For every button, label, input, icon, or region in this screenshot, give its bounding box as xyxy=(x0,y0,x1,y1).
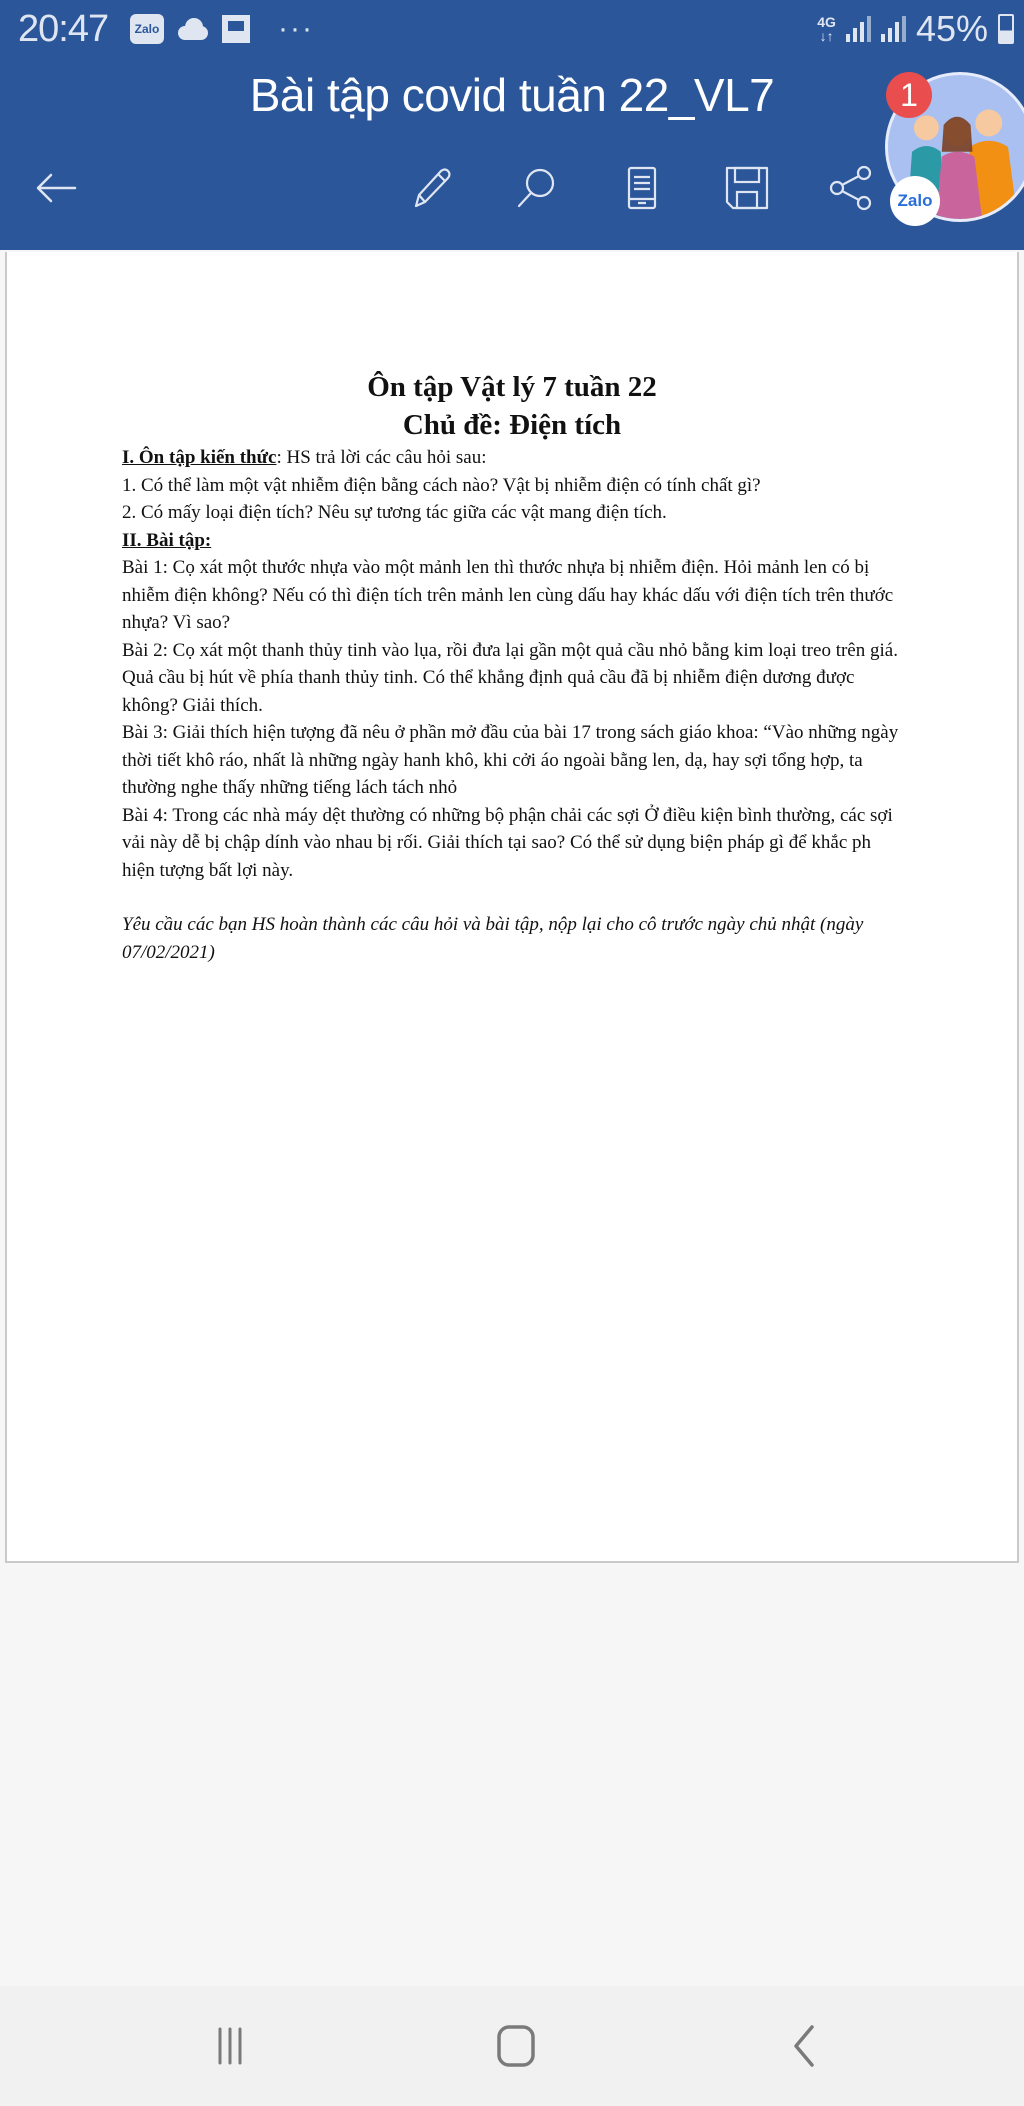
doc-heading: Ôn tập Vật lý 7 tuần 22 xyxy=(367,371,657,403)
exercise-4: Bài 4: Trong các nhà máy dệt thường có những bộ phận chải các sợi Ở điều kiện bình thường, các sợi vải này dễ bị chập dính vào nhau bị rối. Giải thích tại sao? Có thể sử dụng biện pháp gì để khắc ph hiện tượng bất lợi này. xyxy=(122,804,893,881)
share-button[interactable] xyxy=(823,160,879,216)
document-title: Bài tập covid tuần 22_VL7 xyxy=(249,69,775,121)
arrow-left-icon xyxy=(31,163,81,213)
signal-icon-2 xyxy=(881,16,906,42)
save-button[interactable] xyxy=(719,160,775,216)
doc-subheading: Chủ đề: Điện tích xyxy=(402,409,622,441)
app-header xyxy=(0,0,1024,250)
nav-back-button[interactable] xyxy=(774,2016,834,2076)
edit-button[interactable] xyxy=(404,160,460,216)
home-icon xyxy=(496,2024,536,2068)
system-status xyxy=(817,8,1014,50)
recent-apps-icon xyxy=(210,2026,250,2066)
exercise-3: Bài 3: Giải thích hiện tượng đã nêu ở phần mở đầu của bài 17 trong sách giáo khoa: “Vào những ngày thời tiết khô ráo, nhất là những ngày hanh khô, khi cởi áo ngoài bằng len, dạ, hay sợi tổng hợp, ta thường nghe thấy những tiếng lách tách nhỏ xyxy=(122,722,899,798)
system-nav-bar xyxy=(0,1986,1024,2106)
mobile-view-icon xyxy=(617,163,667,213)
question-2: 2. Có mấy loại điện tích? Nêu sự tương tác giữa các vật mang điện tích. xyxy=(122,502,667,523)
status-bar xyxy=(0,0,1024,60)
deadline-note: Yêu cầu các bạn HS hoàn thành các câu hỏi và bài tập, nộp lại cho cô trước ngày chủ nhật (ngày 07/02/2021) xyxy=(122,914,864,963)
gallery-icon xyxy=(222,15,250,43)
network-type: 4G ↓↑ xyxy=(817,14,836,44)
search-icon xyxy=(511,163,561,213)
back-button[interactable] xyxy=(28,160,84,216)
share-icon xyxy=(826,163,876,213)
home-button[interactable] xyxy=(486,2016,546,2076)
battery-percent: 45% xyxy=(915,8,988,49)
exercise-2: Bài 2: Cọ xát một thanh thủy tinh vào lụa, rồi đưa lại gần một quả cầu nhỏ bằng kim loại treo trên giá. Quả cầu bị hút về phía thanh thủy tinh. Có thể khẳng định quả cầu đã bị nhiễm điện dương được không? Giải thích. xyxy=(122,639,898,716)
section-1-intro: I. Ôn tập kiến thức: HS trả lời các câu hỏi sau: xyxy=(122,447,487,468)
notification-icons xyxy=(130,14,314,44)
save-icon xyxy=(722,163,772,213)
zalo-icon: Zalo xyxy=(130,14,164,44)
exercise-1: Bài 1: Cọ xát một thước nhựa vào một mảnh len thì thước nhựa bị nhiễm điện. Hỏi mảnh len có bị nhiễm điện không? Nếu có thì điện tích trên mảnh len cùng dấu hay khác dấu với điện tích trên thước nhựa? Vì sao? xyxy=(122,557,894,633)
section-2-heading: II. Bài tập: xyxy=(122,529,212,551)
recent-apps-button[interactable] xyxy=(200,2016,260,2076)
question-1: 1. Có thể làm một vật nhiễm điện bằng cách nào? Vật bị nhiễm điện có tính chất gì? xyxy=(122,474,761,496)
search-button[interactable] xyxy=(508,160,564,216)
zalo-logo: Zalo xyxy=(890,176,940,226)
pencil-icon xyxy=(407,163,457,213)
section-1-heading: I. Ôn tập kiến thức xyxy=(122,447,277,468)
battery-icon xyxy=(998,14,1014,44)
more-dots-icon: ··· xyxy=(278,12,314,45)
back-icon xyxy=(784,2024,824,2068)
signal-icon xyxy=(846,16,871,42)
notification-badge: 1 xyxy=(886,72,932,118)
cloud-icon xyxy=(176,18,210,40)
mobile-view-button[interactable] xyxy=(614,160,670,216)
status-time: 20:47 xyxy=(18,8,109,50)
document-content xyxy=(122,368,902,966)
